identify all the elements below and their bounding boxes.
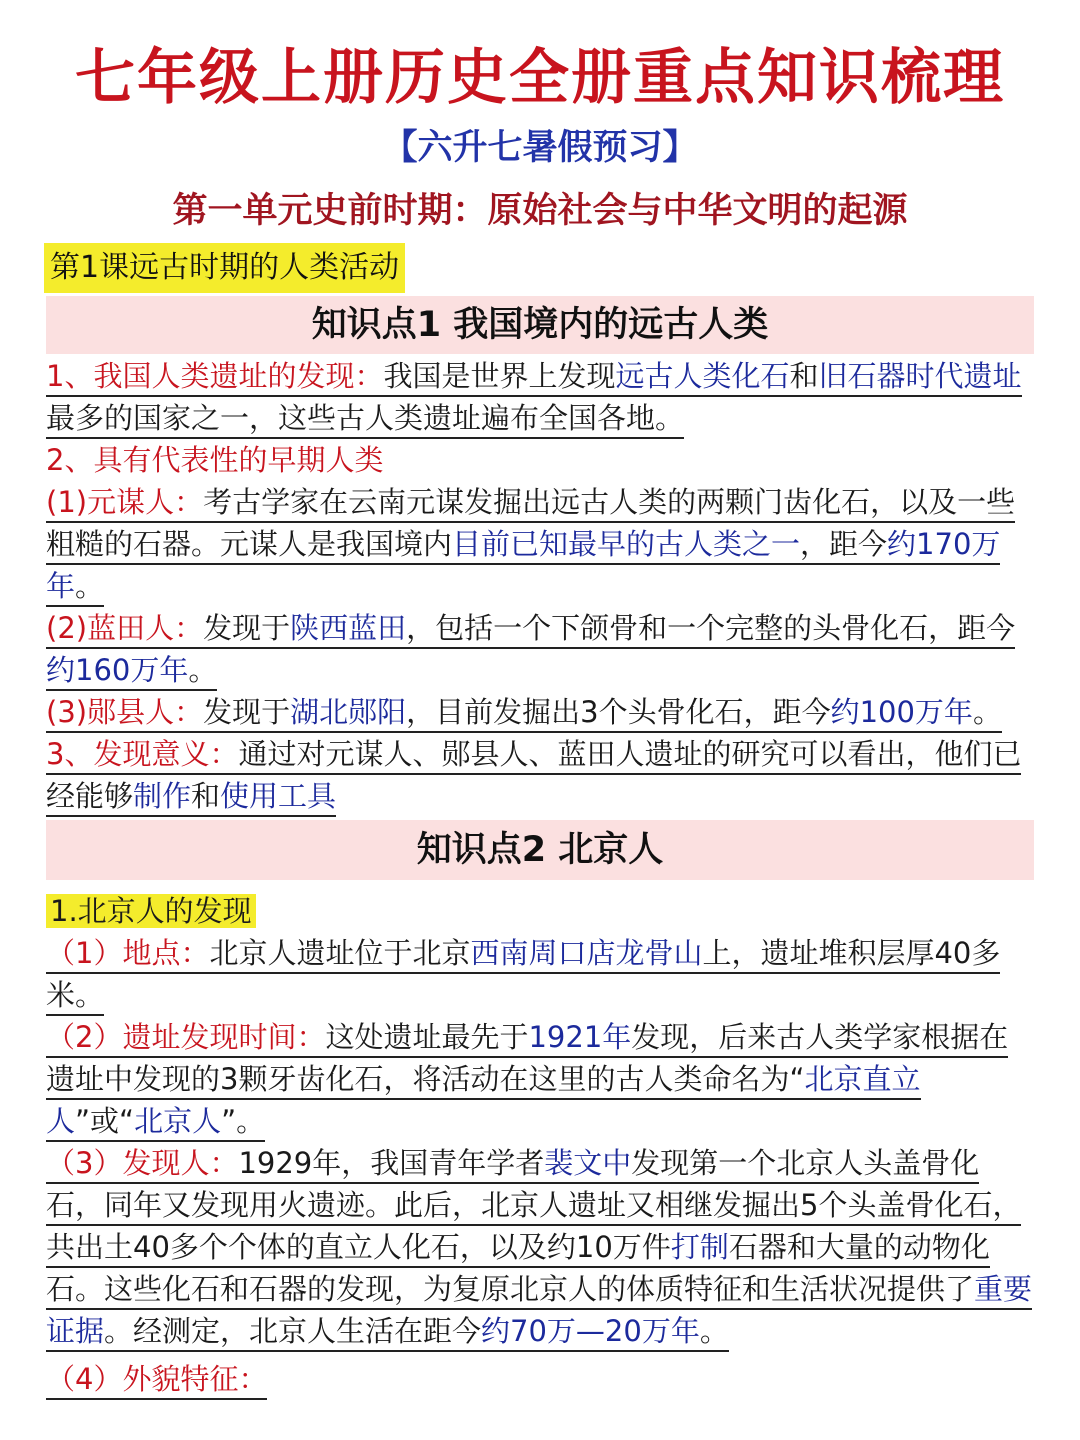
kp2-discoverer: （3）发现人：1929年，我国青年学者裴文中发现第一个北京人头盖骨化石，同年又发现用火遗迹。此后，北京人遗址又相继发掘出5个头盖骨化石，共出土40多个个体的直立人化石，以及约10万件打制石器和大量的动物化石。这些化石和石器的发现，为复原北京人的体质特征和生活状况提供了重要证据。经测定，北京人生活在距今约70万—20万年。 xyxy=(46,1142,1036,1352)
page-title: 七年级上册历史全册重点知识梳理 xyxy=(75,43,1005,113)
knowledge-point-1-title: 知识点1 我国境内的远古人类 xyxy=(46,296,1034,354)
kp2-discovery-heading: 1.北京人的发现 xyxy=(46,890,1036,932)
kp2-appearance-heading: （4）外貌特征： xyxy=(46,1358,1036,1400)
kp2-discovery-time: （2）遗址发现时间：这处遗址最先于1921年发现，后来古人类学家根据在遗址中发现的3颗牙齿化石，将活动在这里的古人类命名为“北京直立人”或“北京人”。 xyxy=(46,1016,1036,1142)
knowledge-point-2-title: 知识点2 北京人 xyxy=(46,820,1034,880)
kp1-section-3: 3、发现意义：通过对元谋人、郧县人、蓝田人遗址的研究可以看出，他们已经能够制作和使用工具 xyxy=(46,733,1036,817)
lesson-heading: 第1课远古时期的人类活动 xyxy=(44,243,405,293)
yuanmou-man: (1)元谋人：考古学家在云南元谋发掘出远古人类的两颗门齿化石，以及一些粗糙的石器。元谋人是我国境内目前已知最早的古人类之一，距今约170万年。 xyxy=(46,481,1036,607)
lantian-man: (2)蓝田人：发现于陕西蓝田，包括一个下颌骨和一个完整的头骨化石，距今约160万年。 xyxy=(46,607,1036,691)
yunxian-man: (3)郧县人：发现于湖北郧阳，目前发掘出3个头骨化石，距今约100万年。 xyxy=(46,691,1036,733)
unit-heading: 第一单元史前时期：原始社会与中华文明的起源 xyxy=(172,191,908,231)
subtitle: 【六升七暑假预习】 xyxy=(382,128,698,168)
section-label: 1、我国人类遗址的发现： xyxy=(46,359,384,393)
kp2-location: （1）地点：北京人遗址位于北京西南周口店龙骨山上，遗址堆积层厚40多米。 xyxy=(46,932,1036,1016)
kp1-section-2-heading: 2、具有代表性的早期人类 xyxy=(46,443,384,477)
kp1-section-1: 1、我国人类遗址的发现：我国是世界上发现远古人类化石和旧石器时代遗址最多的国家之一，这些古人类遗址遍布全国各地。 xyxy=(46,355,1036,439)
